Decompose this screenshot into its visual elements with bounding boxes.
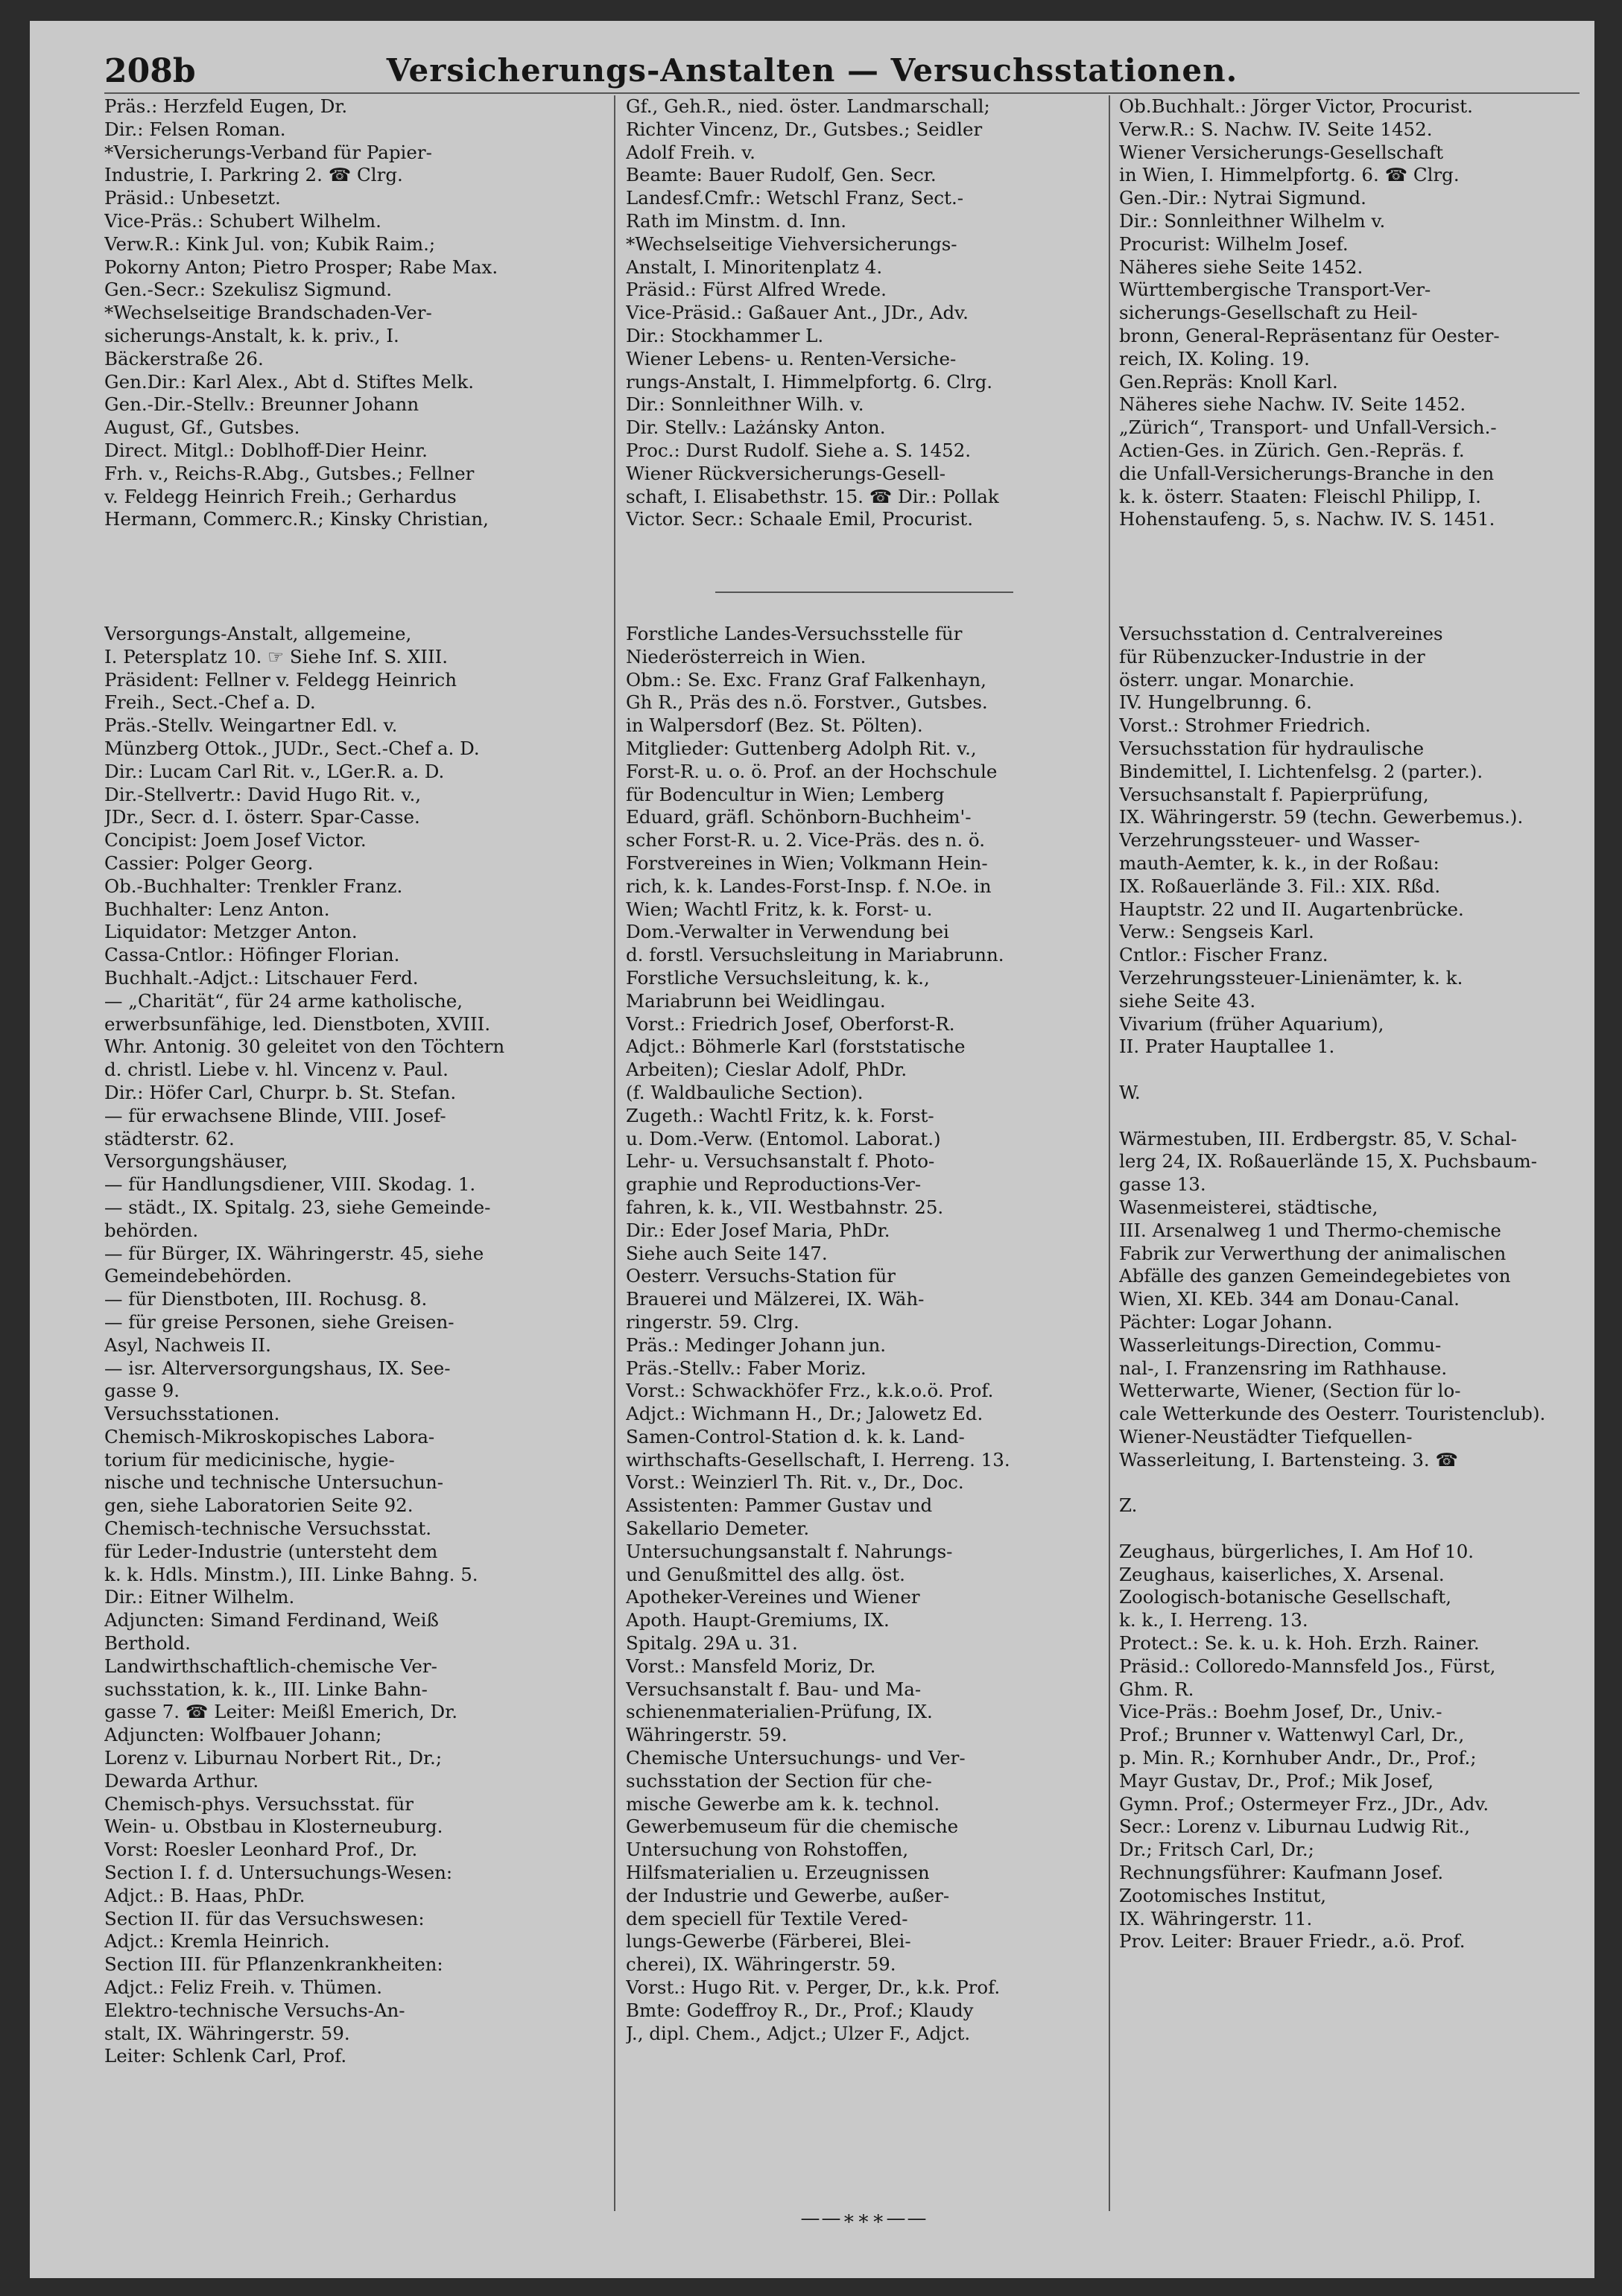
directory-line: JDr., Secr. d. I. österr. Spar-Casse. bbox=[104, 806, 420, 828]
directory-line: Bäckerstraße 26. bbox=[104, 347, 264, 370]
directory-line: Zoologisch-botanische Gesellschaft, bbox=[1119, 1586, 1452, 1608]
directory-line: Wein- u. Obstbau in Klosterneuburg. bbox=[104, 1815, 443, 1838]
column-middle-lower bbox=[626, 623, 1103, 2045]
directory-line: der Industrie und Gewerbe, außer- bbox=[626, 1884, 950, 1906]
directory-line: Gewerbemuseum für die chemische bbox=[626, 1815, 959, 1838]
directory-line: Präsid.: Fürst Alfred Wrede. bbox=[626, 279, 887, 301]
directory-line: in Walpersdorf (Bez. St. Pölten). bbox=[626, 714, 923, 737]
directory-line: Chemisch-phys. Versuchsstat. für bbox=[104, 1792, 414, 1815]
directory-line: Chemisch-Mikroskopisches Labora- bbox=[104, 1425, 435, 1447]
directory-line: Mayr Gustav, Dr., Prof.; Mik Josef, bbox=[1119, 1769, 1434, 1792]
directory-line: Wiener Versicherungs-Gesellschaft bbox=[1119, 141, 1444, 163]
directory-line: reich, IX. Koling. 19. bbox=[1119, 347, 1310, 370]
directory-line: Gemeindebehörden. bbox=[104, 1265, 292, 1287]
directory-line: Hauptstr. 22 und II. Augartenbrücke. bbox=[1119, 898, 1464, 920]
directory-line: Protect.: Se. k. u. k. Hoh. Erzh. Rainer. bbox=[1119, 1632, 1480, 1655]
footer-ornament: ——∗∗∗—— bbox=[800, 2207, 928, 2230]
directory-line: Forstvereines in Wien; Volkmann Hein- bbox=[626, 852, 988, 874]
directory-line: schaft, I. Elisabethstr. 15. ☎ Dir.: Pollak bbox=[626, 485, 999, 507]
directory-line: Section III. für Pflanzenkrankheiten: bbox=[104, 1953, 443, 1976]
directory-line: Versuchsstation für hydraulische bbox=[1119, 737, 1425, 759]
directory-line: Cassa-Cntlor.: Höfinger Florian. bbox=[104, 944, 400, 966]
column-middle-upper bbox=[626, 95, 1103, 531]
directory-line: cale Wetterkunde des Oesterr. Touristenclub). bbox=[1119, 1403, 1546, 1425]
directory-line: Gen.-Secr.: Szekulisz Sigmund. bbox=[104, 279, 393, 301]
directory-line: schienenmaterialien-Prüfung, IX. bbox=[626, 1701, 933, 1723]
directory-line: Versuchsstation d. Centralvereines bbox=[1119, 623, 1443, 644]
directory-line: stalt, IX. Währingerstr. 59. bbox=[104, 2022, 350, 2044]
directory-line: für Bodencultur in Wien; Lemberg bbox=[626, 783, 945, 805]
directory-page bbox=[30, 21, 1594, 2278]
header-rule bbox=[104, 92, 1580, 94]
directory-line: Prof.; Brunner v. Wattenwyl Carl, Dr., bbox=[1119, 1724, 1465, 1746]
directory-line: Währingerstr. 59. bbox=[626, 1724, 788, 1746]
column-rule-1 bbox=[614, 95, 615, 2211]
directory-line: Gymn. Prof.; Ostermeyer Frz., JDr., Adv. bbox=[1119, 1792, 1489, 1815]
directory-line: gen, siehe Laboratorien Seite 92. bbox=[104, 1494, 414, 1517]
directory-line: Versorgungshäuser, bbox=[104, 1150, 288, 1173]
directory-line: nische und technische Untersuchun- bbox=[104, 1471, 443, 1494]
directory-line: u. Dom.-Verw. (Entomol. Laborat.) bbox=[626, 1127, 941, 1149]
directory-line: Direct. Mitgl.: Doblhoff-Dier Heinr. bbox=[104, 439, 428, 461]
directory-line: Elektro-technische Versuchs-An- bbox=[104, 1999, 405, 2021]
directory-line: Actien-Ges. in Zürich. Gen.-Repräs. f. bbox=[1119, 439, 1465, 461]
directory-line: Whr. Antonig. 30 geleitet von den Töchtern bbox=[104, 1036, 505, 1058]
directory-line: Vice-Präs.: Boehm Josef, Dr., Univ.- bbox=[1119, 1701, 1442, 1723]
directory-line: *Versicherungs-Verband für Papier- bbox=[104, 141, 432, 163]
directory-line: Mitglieder: Guttenberg Adolph Rit. v., bbox=[626, 737, 977, 759]
directory-line: Victor. Secr.: Schaale Emil, Procurist. bbox=[626, 508, 974, 530]
directory-line: Secr.: Lorenz v. Liburnau Ludwig Rit., bbox=[1119, 1815, 1471, 1838]
directory-line: Arbeiten); Cieslar Adolf, PhDr. bbox=[626, 1059, 907, 1081]
directory-line: Vivarium (früher Aquarium), bbox=[1119, 1012, 1384, 1035]
directory-line: Pächter: Logar Johann. bbox=[1119, 1310, 1333, 1333]
directory-line: Rechnungsführer: Kaufmann Josef. bbox=[1119, 1862, 1444, 1884]
directory-line: Chemisch-technische Versuchsstat. bbox=[104, 1518, 432, 1540]
directory-line: Zeughaus, kaiserliches, X. Arsenal. bbox=[1119, 1563, 1445, 1585]
directory-line: Obm.: Se. Exc. Franz Graf Falkenhayn, bbox=[626, 668, 986, 691]
directory-line: k. k., I. Herreng. 13. bbox=[1119, 1609, 1308, 1631]
directory-line: Präs.-Stellv.: Faber Moriz. bbox=[626, 1357, 867, 1379]
directory-line: Industrie, I. Parkring 2. ☎ Clrg. bbox=[104, 164, 403, 186]
directory-line: Münzberg Ottok., JUDr., Sect.-Chef a. D. bbox=[104, 737, 480, 759]
directory-line: Adjct.: Böhmerle Karl (forststatische bbox=[626, 1036, 966, 1058]
directory-line: Beamte: Bauer Rudolf, Gen. Secr. bbox=[626, 164, 937, 186]
directory-line: städterstr. 62. bbox=[104, 1127, 235, 1149]
directory-line bbox=[1119, 1105, 1581, 1128]
directory-line bbox=[1119, 1518, 1581, 1541]
directory-line: Vorst: Roesler Leonhard Prof., Dr. bbox=[104, 1839, 418, 1861]
directory-line: (f. Waldbauliche Section). bbox=[626, 1081, 864, 1103]
directory-line: Ob.-Buchhalter: Trenkler Franz. bbox=[104, 875, 403, 897]
directory-line: — für Dienstboten, III. Rochusg. 8. bbox=[104, 1288, 428, 1310]
directory-line: rungs-Anstalt, I. Himmelpfortg. 6. Clrg. bbox=[626, 370, 993, 393]
directory-line: Leiter: Schlenk Carl, Prof. bbox=[104, 2045, 347, 2067]
directory-line: gasse 13. bbox=[1119, 1173, 1206, 1196]
directory-line: Ob.Buchhalt.: Jörger Victor, Procurist. bbox=[1119, 95, 1473, 117]
directory-line: Mariabrunn bei Weidlingau. bbox=[626, 989, 886, 1012]
directory-line: Dom.-Verwalter in Verwendung bei bbox=[626, 921, 949, 943]
directory-line: Assistenten: Pammer Gustav und bbox=[626, 1494, 933, 1517]
directory-line: v. Feldegg Heinrich Freih.; Gerhardus bbox=[104, 485, 457, 507]
directory-line: Forstliche Versuchsleitung, k. k., bbox=[626, 966, 930, 989]
directory-line: Dir.-Stellvertr.: David Hugo Rit. v., bbox=[104, 783, 422, 805]
directory-line: suchsstation, k. k., III. Linke Bahn- bbox=[104, 1678, 428, 1700]
directory-line: Chemische Untersuchungs- und Ver- bbox=[626, 1747, 966, 1769]
directory-line: torium für medicinische, hygie- bbox=[104, 1448, 395, 1471]
directory-line: Siehe auch Seite 147. bbox=[626, 1242, 828, 1264]
directory-line: Adolf Freih. v. bbox=[626, 141, 755, 163]
directory-line: rich, k. k. Landes-Forst-Insp. f. N.Oe. in bbox=[626, 875, 992, 897]
directory-line: Buchhalter: Lenz Anton. bbox=[104, 898, 330, 920]
directory-line: Section I. f. d. Untersuchungs-Wesen: bbox=[104, 1862, 453, 1884]
directory-line: Vorst.: Schwackhöfer Frz., k.k.o.ö. Prof. bbox=[626, 1380, 994, 1402]
directory-line: Wiener Lebens- u. Renten-Versiche- bbox=[626, 347, 957, 370]
directory-line: J., dipl. Chem., Adjct.; Ulzer F., Adjct. bbox=[626, 2022, 971, 2044]
directory-line: für Leder-Industrie (untersteht dem bbox=[104, 1540, 438, 1562]
directory-line: Ghm. R. bbox=[1119, 1678, 1194, 1700]
directory-line: Cassier: Polger Georg. bbox=[104, 852, 314, 874]
directory-line: W. bbox=[1119, 1081, 1141, 1103]
column-left-lower bbox=[104, 623, 604, 2068]
directory-line: Dr.; Fritsch Carl, Dr.; bbox=[1119, 1839, 1314, 1861]
directory-line: österr. ungar. Monarchie. bbox=[1119, 668, 1355, 691]
directory-line: IX. Währingerstr. 59 (techn. Gewerbemus.). bbox=[1119, 806, 1524, 828]
directory-line: — für erwachsene Blinde, VIII. Josef- bbox=[104, 1104, 446, 1126]
directory-line: Dir. Stellv.: Lażánsky Anton. bbox=[626, 416, 886, 439]
directory-line: Spitalg. 29A u. 31. bbox=[626, 1632, 798, 1655]
directory-line: Eduard, gräfl. Schönborn-Buchheim'- bbox=[626, 806, 972, 828]
directory-line: Lorenz v. Liburnau Norbert Rit., Dr.; bbox=[104, 1747, 443, 1769]
directory-line: Apoth. Haupt-Gremiums, IX. bbox=[626, 1609, 890, 1631]
directory-line: und Genußmittel des allg. öst. bbox=[626, 1563, 905, 1585]
directory-line: Concipist: Joem Josef Victor. bbox=[104, 829, 367, 852]
directory-line: Gen.-Dir.-Stellv.: Breunner Johann bbox=[104, 393, 419, 416]
directory-line: Vorst.: Friedrich Josef, Oberforst-R. bbox=[626, 1012, 955, 1035]
section-divider bbox=[715, 592, 1013, 593]
directory-line: erwerbsunfähige, led. Dienstboten, XVIII. bbox=[104, 1012, 491, 1035]
directory-line: sicherungs-Gesellschaft zu Heil- bbox=[1119, 302, 1418, 324]
directory-line: Wasserleitungs-Direction, Commu- bbox=[1119, 1333, 1442, 1356]
directory-line: — städt., IX. Spitalg. 23, siehe Gemeinde- bbox=[104, 1196, 491, 1218]
directory-line: Frh. v., Reichs-R.Abg., Gutsbes.; Fellner bbox=[104, 462, 475, 484]
directory-line: wirthschafts-Gesellschaft, I. Herreng. 13. bbox=[626, 1448, 1010, 1471]
directory-line: Wiener-Neustädter Tiefquellen- bbox=[1119, 1425, 1413, 1447]
directory-line: siehe Seite 43. bbox=[1119, 989, 1256, 1012]
directory-line: Zeughaus, bürgerliches, I. Am Hof 10. bbox=[1119, 1540, 1474, 1562]
directory-line: August, Gf., Gutsbes. bbox=[104, 416, 300, 439]
directory-line: Wien, XI. KEb. 344 am Donau-Canal. bbox=[1119, 1288, 1460, 1310]
directory-line: Verw.R.: S. Nachw. IV. Seite 1452. bbox=[1119, 118, 1433, 140]
directory-line: Niederösterreich in Wien. bbox=[626, 645, 867, 667]
directory-line: Adjuncten: Wolfbauer Johann; bbox=[104, 1724, 382, 1746]
directory-line: Procurist: Wilhelm Josef. bbox=[1119, 232, 1349, 255]
directory-line: graphie und Reproductions-Ver- bbox=[626, 1173, 922, 1196]
directory-line: d. christl. Liebe v. hl. Vincenz v. Paul. bbox=[104, 1059, 449, 1081]
directory-line: Adjct.: B. Haas, PhDr. bbox=[104, 1884, 305, 1906]
directory-line: Dir.: Sonnleithner Wilhelm v. bbox=[1119, 209, 1386, 232]
directory-line: sicherungs-Anstalt, k. k. priv., I. bbox=[104, 324, 399, 346]
directory-line: III. Arsenalweg 1 und Thermo-chemische bbox=[1119, 1219, 1501, 1241]
directory-line: Proc.: Durst Rudolf. Siehe a. S. 1452. bbox=[626, 439, 972, 461]
directory-line: „Zürich“, Transport- und Unfall-Versich.- bbox=[1119, 416, 1497, 439]
directory-line: die Unfall-Versicherungs-Branche in den bbox=[1119, 462, 1495, 484]
directory-line: Vorst.: Strohmer Friedrich. bbox=[1119, 714, 1371, 737]
directory-line: Landwirthschaftlich-chemische Ver- bbox=[104, 1655, 437, 1677]
directory-line: Hermann, Commerc.R.; Kinsky Christian, bbox=[104, 508, 489, 530]
directory-line: Buchhalt.-Adjct.: Litschauer Ferd. bbox=[104, 966, 419, 989]
directory-line: Oesterr. Versuchs-Station für bbox=[626, 1265, 896, 1287]
directory-line: Württembergische Transport-Ver- bbox=[1119, 279, 1431, 301]
directory-line: Section II. für das Versuchswesen: bbox=[104, 1907, 425, 1929]
directory-line: dem speciell für Textile Vered- bbox=[626, 1907, 908, 1929]
directory-line: II. Prater Hauptallee 1. bbox=[1119, 1036, 1335, 1058]
directory-line: Dir.: Lucam Carl Rit. v., LGer.R. a. D. bbox=[104, 760, 445, 782]
column-left-upper bbox=[104, 95, 604, 531]
directory-line: Dewarda Arthur. bbox=[104, 1769, 259, 1792]
directory-line: Gen.Dir.: Karl Alex., Abt d. Stiftes Melk. bbox=[104, 370, 474, 393]
directory-line: Präsident: Fellner v. Feldegg Heinrich bbox=[104, 668, 457, 691]
directory-line: Dir.: Felsen Roman. bbox=[104, 118, 286, 140]
directory-line: gasse 9. bbox=[104, 1380, 180, 1402]
directory-line: k. k. Hdls. Minstm.), III. Linke Bahng. 5. bbox=[104, 1563, 478, 1585]
directory-line: Vice-Präs.: Schubert Wilhelm. bbox=[104, 209, 381, 232]
directory-line: nal-, I. Franzensring im Rathhause. bbox=[1119, 1357, 1448, 1379]
directory-line: Präsid.: Unbesetzt. bbox=[104, 187, 281, 209]
directory-line: Vice-Präsid.: Gaßauer Ant., JDr., Adv. bbox=[626, 302, 969, 324]
running-title: Versicherungs-Anstalten — Versuchsstationen. bbox=[386, 52, 1238, 89]
directory-line: *Wechselseitige Brandschaden-Ver- bbox=[104, 302, 432, 324]
directory-line: — isr. Alterversorgungshaus, IX. See- bbox=[104, 1357, 451, 1379]
directory-line: scher Forst-R. u. 2. Vice-Präs. des n. ö. bbox=[626, 829, 985, 852]
directory-line: Dir.: Eitner Wilhelm. bbox=[104, 1586, 295, 1608]
directory-line: Gh R., Präs des n.ö. Forstver., Gutsbes. bbox=[626, 691, 988, 714]
directory-line: behörden. bbox=[104, 1219, 199, 1241]
directory-line: in Wien, I. Himmelpfortg. 6. ☎ Clrg. bbox=[1119, 164, 1460, 186]
page-number: 208b bbox=[104, 52, 196, 90]
directory-line: Dir.: Stockhammer L. bbox=[626, 324, 824, 346]
directory-line: Gen.-Dir.: Nytrai Sigmund. bbox=[1119, 187, 1366, 209]
directory-line: Versorgungs-Anstalt, allgemeine, bbox=[104, 623, 412, 644]
directory-line: Verzehrungssteuer- und Wasser- bbox=[1119, 829, 1420, 852]
directory-line: Dir.: Höfer Carl, Churpr. b. St. Stefan. bbox=[104, 1081, 457, 1103]
directory-line: Vorst.: Mansfeld Moriz, Dr. bbox=[626, 1655, 876, 1677]
directory-line: Verzehrungssteuer-Linienämter, k. k. bbox=[1119, 966, 1463, 989]
directory-line: Präs.: Medinger Johann jun. bbox=[626, 1333, 887, 1356]
directory-line: — für greise Personen, siehe Greisen- bbox=[104, 1310, 454, 1333]
directory-line: — „Charität“, für 24 arme katholische, bbox=[104, 989, 463, 1012]
directory-line: Wiener Rückversicherungs-Gesell- bbox=[626, 462, 946, 484]
directory-line: ringerstr. 59. Clrg. bbox=[626, 1310, 799, 1333]
directory-line: Apotheker-Vereines und Wiener bbox=[626, 1586, 920, 1608]
directory-line: Landesf.Cmfr.: Wetschl Franz, Sect.- bbox=[626, 187, 964, 209]
directory-line: Adjuncten: Simand Ferdinand, Weiß bbox=[104, 1609, 439, 1631]
directory-line: Adjct.: Feliz Freih. v. Thümen. bbox=[104, 1976, 383, 1999]
directory-line: Samen-Control-Station d. k. k. Land- bbox=[626, 1425, 965, 1447]
directory-line: Wetterwarte, Wiener, (Section für lo- bbox=[1119, 1380, 1461, 1402]
directory-line: Richter Vincenz, Dr., Gutsbes.; Seidler bbox=[626, 118, 983, 140]
directory-line: Cntlor.: Fischer Franz. bbox=[1119, 944, 1328, 966]
directory-line: lerg 24, IX. Roßauerlände 15, X. Puchsbaum- bbox=[1119, 1150, 1537, 1173]
directory-line: Versuchsstationen. bbox=[104, 1403, 280, 1425]
directory-line: bronn, General-Repräsentanz für Oester- bbox=[1119, 324, 1500, 346]
column-right-upper bbox=[1119, 95, 1581, 531]
directory-line: Abfälle des ganzen Gemeindegebietes von bbox=[1119, 1265, 1511, 1287]
directory-line: Vorst.: Hugo Rit. v. Perger, Dr., k.k. Prof. bbox=[626, 1976, 1001, 1999]
directory-line: Sakellario Demeter. bbox=[626, 1518, 810, 1540]
directory-line: IV. Hungelbrunng. 6. bbox=[1119, 691, 1312, 714]
directory-line: Zootomisches Institut, bbox=[1119, 1884, 1327, 1906]
column-rule-2 bbox=[1109, 95, 1110, 2211]
directory-line: Zugeth.: Wachtl Fritz, k. k. Forst- bbox=[626, 1104, 934, 1126]
directory-line: Brauerei und Mälzerei, IX. Wäh- bbox=[626, 1288, 925, 1310]
directory-line: Liquidator: Metzger Anton. bbox=[104, 921, 358, 943]
directory-line: Hilfsmaterialien u. Erzeugnissen bbox=[626, 1862, 930, 1884]
directory-line: Gf., Geh.R., nied. öster. Landmarschall; bbox=[626, 95, 990, 117]
directory-line: Vorst.: Weinzierl Th. Rit. v., Dr., Doc. bbox=[626, 1471, 964, 1494]
directory-line: Näheres siehe Seite 1452. bbox=[1119, 256, 1363, 278]
directory-line: Verw.: Sengseis Karl. bbox=[1119, 921, 1314, 943]
directory-line: Untersuchung von Rohstoffen, bbox=[626, 1839, 909, 1861]
directory-line: Asyl, Nachweis II. bbox=[104, 1333, 271, 1356]
directory-line: fahren, k. k., VII. Westbahnstr. 25. bbox=[626, 1196, 944, 1218]
directory-line: Lehr- u. Versuchsanstalt f. Photo- bbox=[626, 1150, 935, 1173]
directory-line: Präsid.: Colloredo-Mannsfeld Jos., Fürst, bbox=[1119, 1655, 1496, 1677]
directory-line: Forstliche Landes-Versuchsstelle für bbox=[626, 623, 963, 644]
directory-line: Fabrik zur Verwerthung der animalischen bbox=[1119, 1242, 1507, 1264]
directory-line: IX. Währingerstr. 11. bbox=[1119, 1907, 1313, 1929]
directory-line: Wärmestuben, III. Erdbergstr. 85, V. Schal- bbox=[1119, 1127, 1518, 1149]
directory-line: Verw.R.: Kink Jul. von; Kubik Raim.; bbox=[104, 232, 436, 255]
directory-line: — für Bürger, IX. Währingerstr. 45, siehe bbox=[104, 1242, 484, 1264]
directory-line: Hohenstaufeng. 5, s. Nachw. IV. S. 1451. bbox=[1119, 508, 1495, 530]
directory-line: für Rübenzucker-Industrie in der bbox=[1119, 645, 1425, 667]
directory-line: Präs.-Stellv. Weingartner Edl. v. bbox=[104, 714, 398, 737]
directory-line: IX. Roßauerlände 3. Fil.: XIX. Rßd. bbox=[1119, 875, 1441, 897]
directory-line: Wasserleitung, I. Bartensteing. 3. ☎ bbox=[1119, 1448, 1459, 1471]
directory-line: Prov. Leiter: Brauer Friedr., a.ö. Prof. bbox=[1119, 1930, 1466, 1953]
column-right-lower bbox=[1119, 623, 1581, 1953]
directory-line: Rath im Minstm. d. Inn. bbox=[626, 209, 847, 232]
directory-line: mische Gewerbe am k. k. technol. bbox=[626, 1792, 940, 1815]
directory-line: Untersuchungsanstalt f. Nahrungs- bbox=[626, 1540, 953, 1562]
directory-line: mauth-Aemter, k. k., in der Roßau: bbox=[1119, 852, 1439, 874]
directory-line: Dir.: Sonnleithner Wilh. v. bbox=[626, 393, 864, 416]
directory-line: Berthold. bbox=[104, 1632, 191, 1655]
directory-line: cherei), IX. Währingerstr. 59. bbox=[626, 1953, 896, 1976]
directory-line: suchsstation der Section für che- bbox=[626, 1769, 932, 1792]
directory-line: d. forstl. Versuchsleitung in Mariabrunn. bbox=[626, 944, 1004, 966]
directory-line: Adjct.: Wichmann H., Dr.; Jalowetz Ed. bbox=[626, 1403, 983, 1425]
directory-line bbox=[1119, 1059, 1581, 1082]
directory-line: Wien; Wachtl Fritz, k. k. Forst- u. bbox=[626, 898, 933, 920]
directory-line: Wasenmeisterei, städtische, bbox=[1119, 1196, 1378, 1218]
directory-line: Forst-R. u. o. ö. Prof. an der Hochschule bbox=[626, 760, 998, 782]
directory-line: Näheres siehe Nachw. IV. Seite 1452. bbox=[1119, 393, 1466, 416]
directory-line: Pokorny Anton; Pietro Prosper; Rabe Max. bbox=[104, 256, 498, 278]
directory-line: Versuchsanstalt f. Papierprüfung, bbox=[1119, 783, 1429, 805]
directory-line: Gen.Repräs: Knoll Karl. bbox=[1119, 370, 1338, 393]
directory-line: Versuchsanstalt f. Bau- und Ma- bbox=[626, 1678, 922, 1700]
directory-line: — für Handlungsdiener, VIII. Skodag. 1. bbox=[104, 1173, 476, 1196]
directory-line: Dir.: Eder Josef Maria, PhDr. bbox=[626, 1219, 890, 1241]
directory-line: Anstalt, I. Minoritenplatz 4. bbox=[626, 256, 883, 278]
directory-line bbox=[1119, 1471, 1581, 1494]
directory-line: Präs.: Herzfeld Eugen, Dr. bbox=[104, 95, 348, 117]
directory-line: *Wechselseitige Viehversicherungs- bbox=[626, 232, 957, 255]
directory-line: Z. bbox=[1119, 1494, 1138, 1517]
directory-line: gasse 7. ☎ Leiter: Meißl Emerich, Dr. bbox=[104, 1701, 457, 1723]
directory-line: lungs-Gewerbe (Färberei, Blei- bbox=[626, 1930, 911, 1953]
directory-line: Freih., Sect.-Chef a. D. bbox=[104, 691, 316, 714]
directory-line: p. Min. R.; Kornhuber Andr., Dr., Prof.; bbox=[1119, 1747, 1477, 1769]
directory-line: I. Petersplatz 10. ☞ Siehe Inf. S. XIII. bbox=[104, 645, 449, 667]
directory-line: Adjct.: Kremla Heinrich. bbox=[104, 1930, 330, 1953]
directory-line: Bindemittel, I. Lichtenfelsg. 2 (parter.). bbox=[1119, 760, 1483, 782]
directory-line: Bmte: Godeffroy R., Dr., Prof.; Klaudy bbox=[626, 1999, 974, 2021]
directory-line: k. k. österr. Staaten: Fleischl Philipp, I. bbox=[1119, 485, 1481, 507]
